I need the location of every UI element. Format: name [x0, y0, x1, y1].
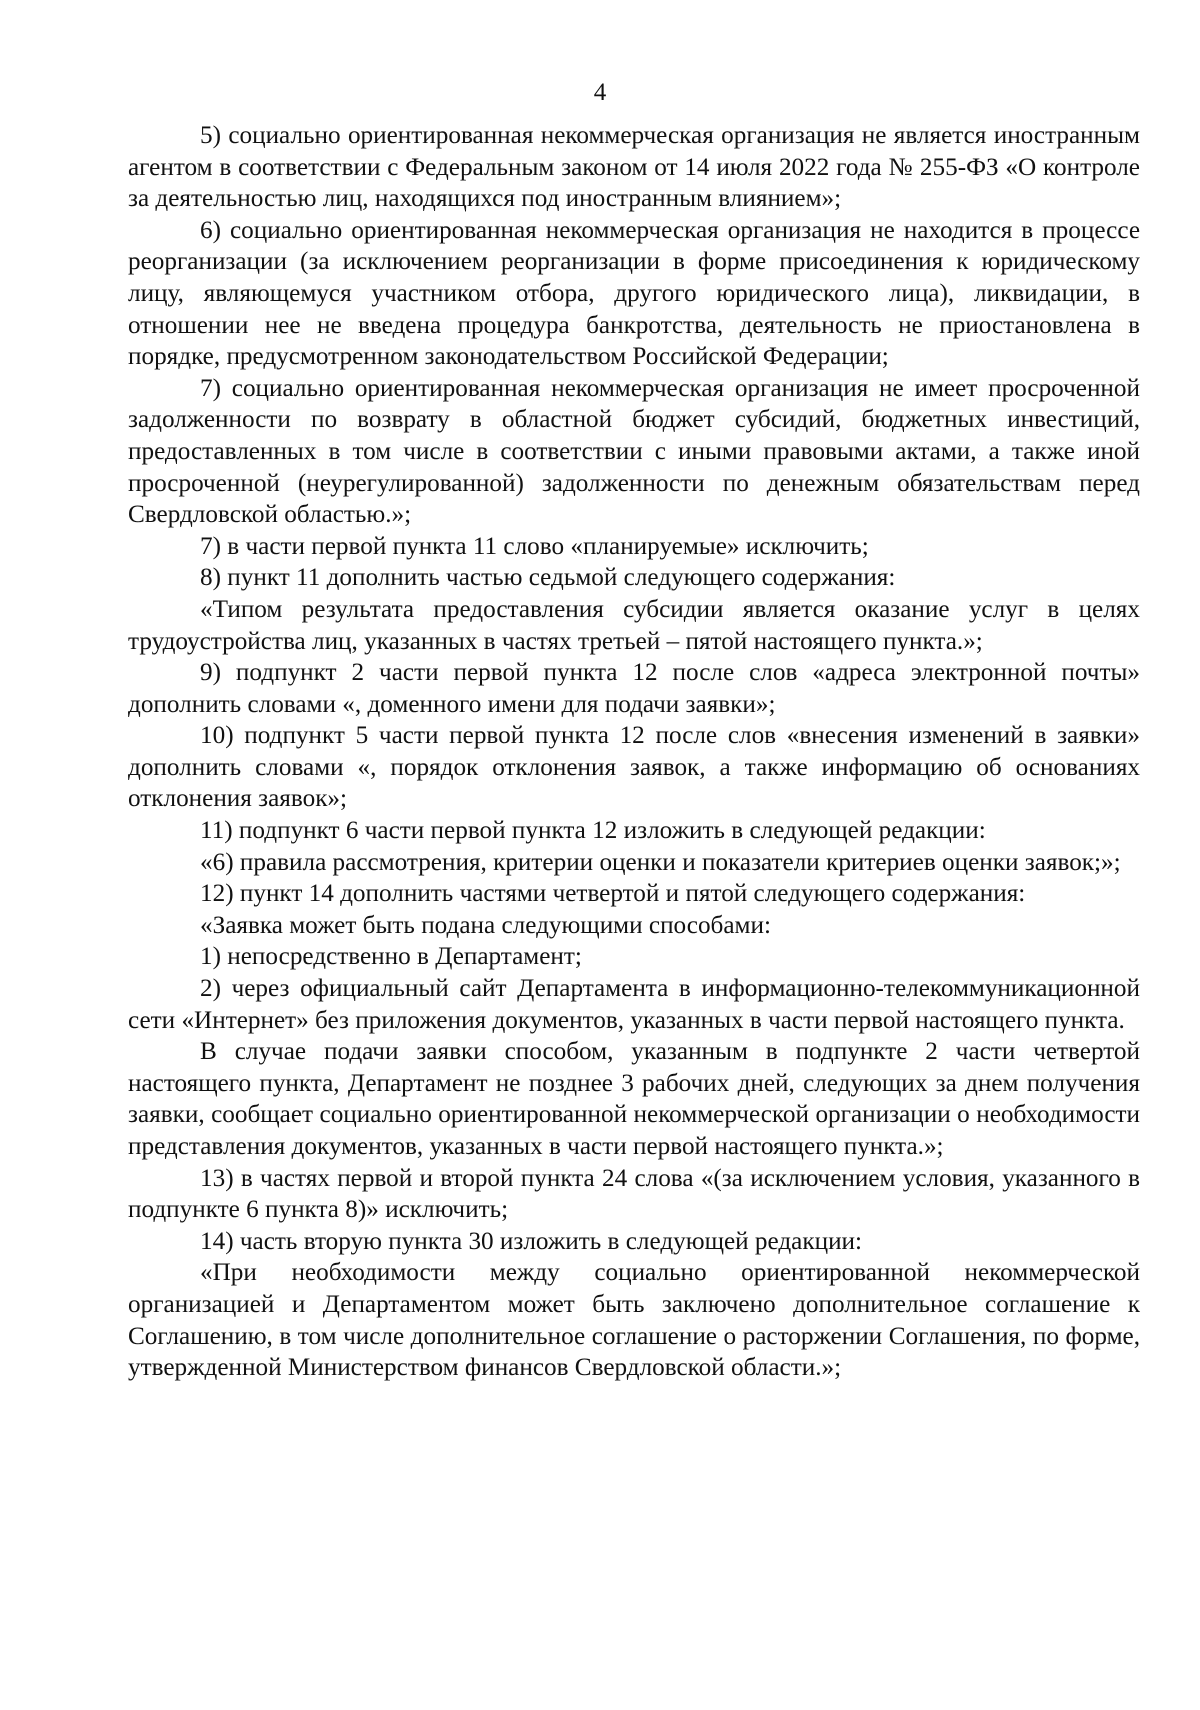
paragraph-amendment-7: 7) в части первой пункта 11 слово «планируемые» исключить;	[200, 532, 869, 560]
paragraph-item-6-reorganization: 6) социально ориентированная некоммерческая организация не находится в процессе реорганизации (за исключением реорганизации в форме присоединения к юридическому лицу, являющемуся участником отбора, другого юридического лица), ликвидации, в отношении нее не введена процедура банкротства, деятельность не приостановлена в порядке, предусмотренном законодательством Российской Федерации;	[128, 216, 1140, 371]
paragraph-amendment-12: 12) пункт 14 дополнить частями четвертой и пятой следующего содержания:	[200, 880, 1026, 908]
paragraph-amendment-11: 11) подпункт 6 части первой пункта 12 изложить в следующей редакции:	[200, 817, 986, 845]
paragraph-amendment-10: 10) подпункт 5 части первой пункта 12 после слов «внесения изменений в заявки» дополнить словами «, порядок отклонения заявок, а также информацию об основаниях отклонения заявок»;	[128, 722, 1140, 813]
page-number: 4	[593, 79, 607, 106]
paragraph-quote-agreement: «При необходимости между социально ориентированной некоммерческой организацией и Департаментом может быть заключено дополнительное соглашение к Соглашению, в том числе дополнительное соглашение о расторжении Соглашения, по форме, утвержденной Министерством финансов Свердловской области.»;	[128, 1259, 1140, 1382]
paragraph-method-2: 2) через официальный сайт Департамента в информационно-телекоммуникационной сети «Интернет» без приложения документов, указанных в части первой настоящего пункта.	[128, 975, 1140, 1034]
paragraph-amendment-13: 13) в частях первой и второй пункта 24 слова «(за исключением условия, указанного в подпункте 6 пункта 8)» исключить;	[128, 1164, 1140, 1224]
document-body	[128, 120, 1140, 1384]
paragraph-amendment-8: 8) пункт 11 дополнить частью седьмой следующего содержания:	[200, 564, 896, 592]
paragraph-quote-methods: «Заявка может быть подана следующими способами:	[200, 911, 771, 939]
paragraph-electronic-submission: В случае подачи заявки способом, указанным в подпункте 2 части четвертой настоящего пункта, Департамент не позднее 3 рабочих дней, следующих за днем получения заявки, сообщает социально ориентированной некоммерческой организации о необходимости представления документов, указанных в части первой настоящего пункта.»;	[128, 1038, 1140, 1160]
paragraph-quote-result-type: «Типом результата предоставления субсидии является оказание услуг в целях трудоустройства лиц, указанных в частях третьей – пятой настоящего пункта.»;	[128, 595, 1140, 655]
paragraph-quote-rules: «6) правила рассмотрения, критерии оценки и показатели критериев оценки заявок;»;	[200, 848, 1121, 876]
paragraph-item-7-debt: 7) социально ориентированная некоммерческая организация не имеет просроченной задолженности по возврату в областной бюджет субсидий, бюджетных инвестиций, предоставленных в том числе в соответствии с иными правовыми актами, а также иной просроченной (неурегулированной) задолженности по денежным обязательствам перед Свердловской областью.»;	[128, 374, 1140, 529]
paragraph-amendment-9: 9) подпункт 2 части первой пункта 12 после слов «адреса электронной почты» дополнить словами «, доменного имени для подачи заявки»;	[128, 659, 1140, 718]
paragraph-amendment-14: 14) часть вторую пункта 30 изложить в следующей редакции:	[200, 1227, 863, 1255]
paragraph-method-1: 1) непосредственно в Департамент;	[200, 943, 582, 971]
paragraph-item-5-foreign-agent: 5) социально ориентированная некоммерческая организация не является иностранным агентом в соответствии с Федеральным законом от 14 июля 2022 года № 255-ФЗ «О контроле за деятельностью лиц, находящихся под иностранным влиянием»;	[128, 122, 1140, 213]
